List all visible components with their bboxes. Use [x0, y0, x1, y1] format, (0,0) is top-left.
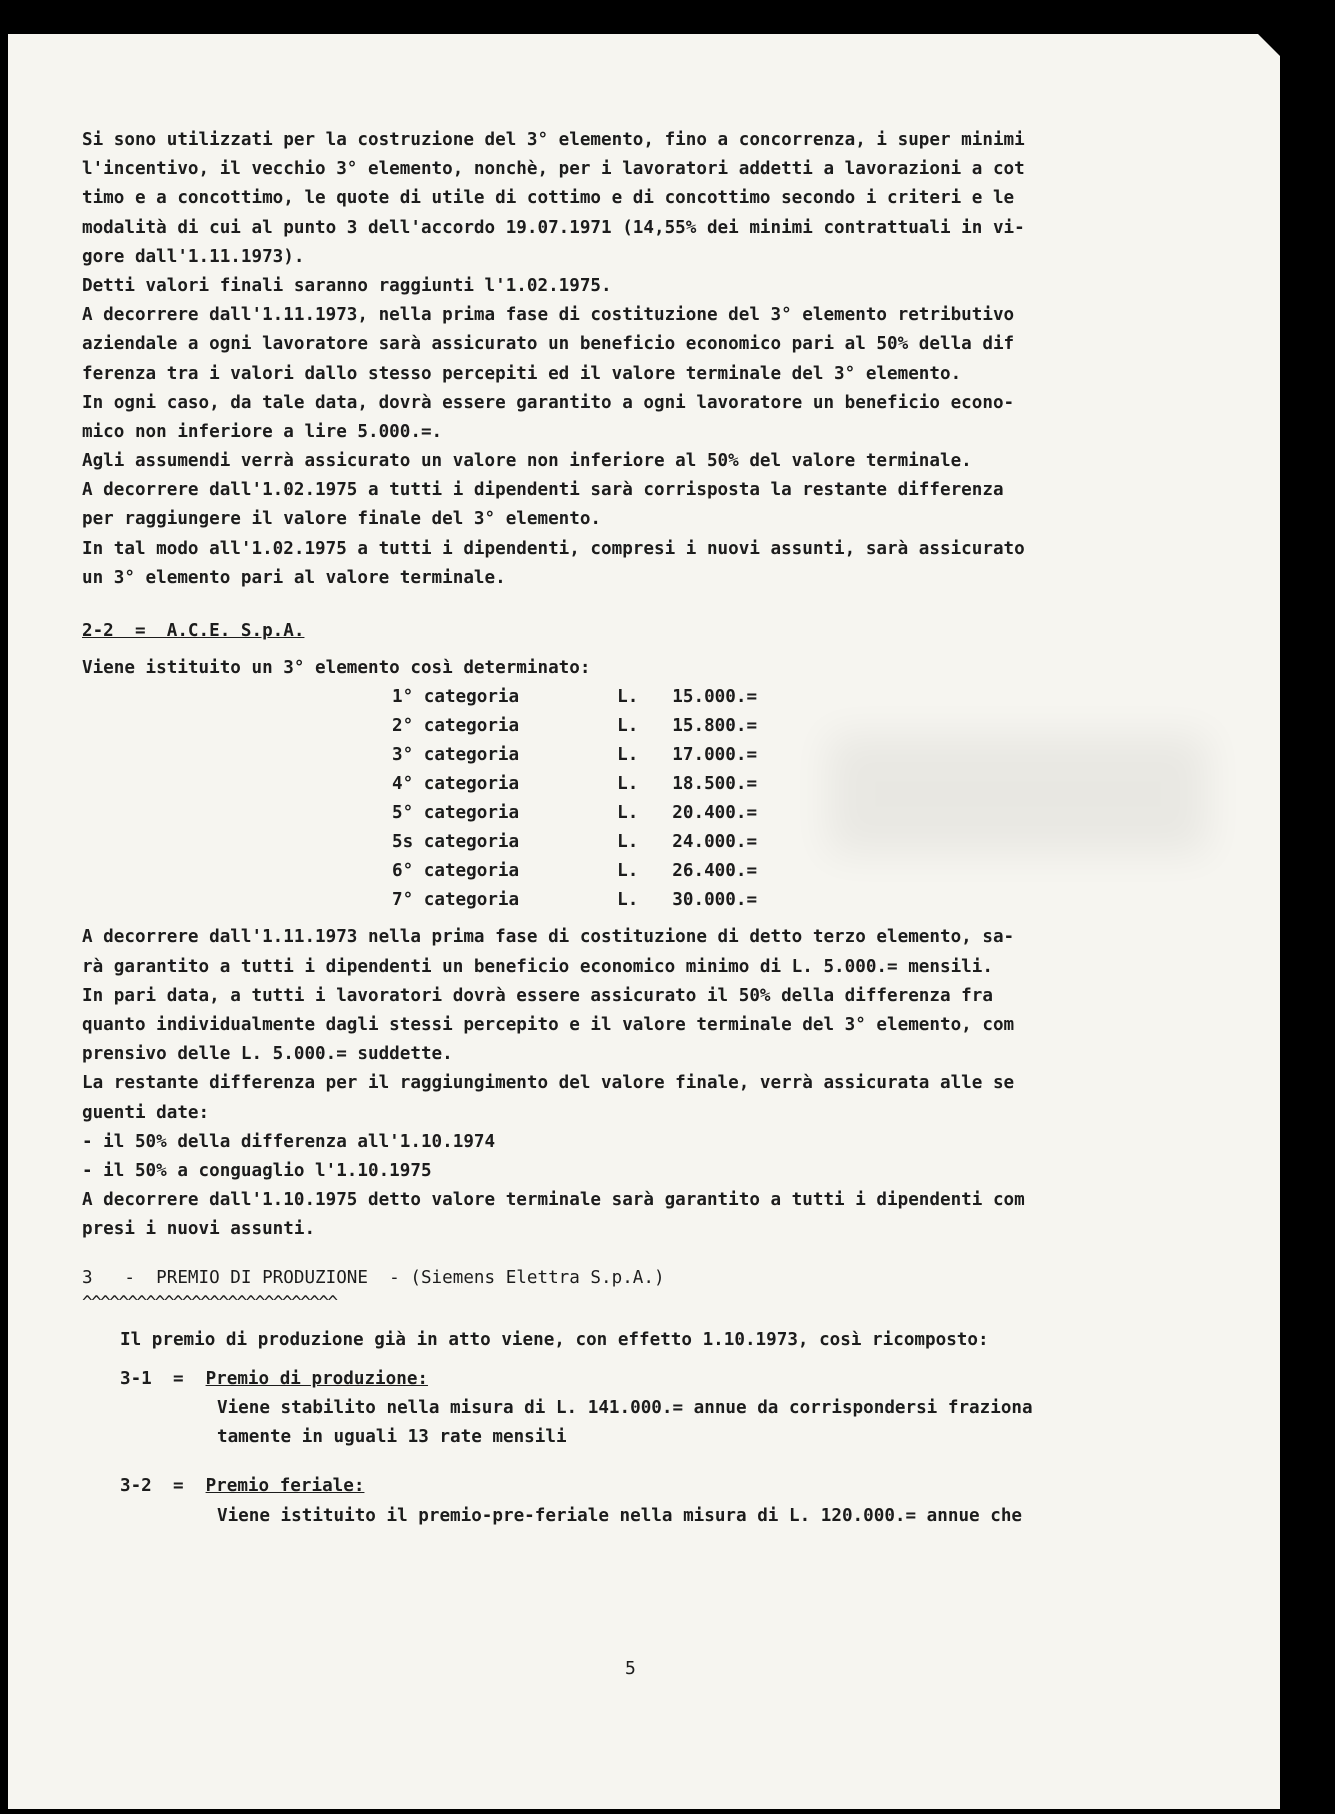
item-3-1: [82, 1365, 1212, 1453]
text-line: La restante differenza per il raggiungimento del valore finale, verrà assicurata alle se: [82, 1073, 1015, 1094]
text-line: Si sono utilizzati per la costruzione del 3° elemento, fino a concorrenza, i super minimi: [82, 130, 1025, 150]
amount: 18.500.=: [672, 774, 758, 795]
text-line: A decorrere dall'1.10.1975 detto valore terminale sarà garantito a tutti i dipendenti com: [82, 1190, 1025, 1211]
text-line: guenti date:: [82, 1102, 210, 1123]
category-row: [392, 799, 1212, 828]
text-line: prensivo delle L. 5.000.= suddette.: [82, 1044, 453, 1065]
item-label: 3-1 =: [120, 1368, 184, 1389]
text-line: In ogni caso, da tale data, dovrà essere garantito a ogni lavoratore un beneficio econo-: [82, 392, 1015, 413]
category-table: [392, 683, 1212, 915]
text-line: quanto individualmente dagli stessi percepito e il valore terminale del 3° elemento, com: [82, 1014, 1015, 1035]
category-name: 5s categoria: [392, 832, 520, 853]
category-name: 3° categoria: [392, 745, 520, 766]
list-item: - il 50% della differenza all'1.10.1974: [82, 1131, 496, 1152]
section-2-2: [82, 617, 1212, 1244]
amount: 15.800.=: [672, 716, 758, 737]
text-line: l'incentivo, il vecchio 3° elemento, nonchè, per i lavoratori addetti a lavorazioni a cot: [82, 159, 1025, 180]
text-line: Viene stabilito nella misura di L. 141.000.= annue da corrispondersi fraziona: [217, 1398, 1033, 1418]
text-line: presi i nuovi assunti.: [82, 1219, 316, 1240]
currency: L.: [617, 803, 639, 824]
text-line: un 3° elemento pari al valore terminale.: [82, 567, 506, 588]
text-line: ferenza tra i valori dallo stesso percepiti ed il valore terminale del 3° elemento.: [82, 363, 962, 384]
text-line: per raggiungere il valore finale del 3° elemento.: [82, 509, 602, 530]
text-line: Detti valori finali saranno raggiunti l'1.02.1975.: [82, 275, 612, 296]
text-line: mico non inferiore a lire 5.000.=.: [82, 421, 443, 442]
section-heading: 3 - PREMIO DI PRODUZIONE - (Siemens Elettra S.p.A.): [82, 1268, 665, 1289]
section-intro: Il premio di produzione già in atto viene, con effetto 1.10.1973, così ricomposto:: [120, 1329, 989, 1350]
category-name: 5° categoria: [392, 803, 520, 824]
category-row: [392, 741, 1212, 770]
category-row: [392, 683, 1212, 712]
text-line: rà garantito a tutti i dipendenti un beneficio economico minimo di L. 5.000.= mensili.: [82, 956, 993, 977]
heading-underline: ^^^^^^^^^^^^^^^^^^^^^^^^^^^^: [82, 1292, 337, 1313]
category-row: [392, 886, 1212, 915]
amount: 15.000.=: [672, 687, 758, 708]
amount: 30.000.=: [672, 890, 758, 911]
category-name: 4° categoria: [392, 774, 520, 795]
text-line: gore dall'1.11.1973).: [82, 246, 305, 267]
item-label: 3-2 =: [120, 1476, 184, 1497]
text-line: modalità di cui al punto 3 dell'accordo 19.07.1971 (14,55% dei minimi contrattuali in vi-: [82, 217, 1025, 238]
text-line: Agli assumendi verrà assicurato un valore non inferiore al 50% del valore terminale.: [82, 451, 972, 472]
text-line: tamente in uguali 13 rate mensili: [217, 1427, 567, 1448]
category-name: 2° categoria: [392, 716, 520, 737]
currency: L.: [617, 890, 639, 911]
text-line: Viene istituito il premio-pre-feriale nella misura di L. 120.000.= annue che: [217, 1505, 1023, 1526]
category-row: [392, 770, 1212, 799]
text-line: aziendale a ogni lavoratore sarà assicurato un beneficio economico pari al 50% della dif: [82, 334, 1015, 355]
text-line: A decorrere dall'1.02.1975 a tutti i dipendenti sarà corrisposta la restante differenza: [82, 480, 1004, 501]
currency: L.: [617, 774, 639, 795]
currency: L.: [617, 745, 639, 766]
category-row: [392, 828, 1212, 857]
currency: L.: [617, 861, 639, 882]
text-line: timo e a concottimo, le quote di utile di cottimo e di concottimo secondo i criteri e le: [82, 188, 1015, 209]
page-number: 5: [625, 1658, 636, 1679]
amount: 17.000.=: [672, 745, 758, 766]
amount: 24.000.=: [672, 832, 758, 853]
page-corner: [1258, 34, 1280, 56]
category-name: 7° categoria: [392, 890, 520, 911]
item-3-2: [82, 1472, 1212, 1530]
document-body: [82, 126, 1212, 1531]
amount: 20.400.=: [672, 803, 758, 824]
category-name: 6° categoria: [392, 861, 520, 882]
category-row: [392, 712, 1212, 741]
currency: L.: [617, 716, 639, 737]
section-intro: Viene istituito un 3° elemento così determinato:: [82, 658, 591, 679]
paragraph-top: [82, 126, 1212, 593]
currency: L.: [617, 687, 639, 708]
text-line: A decorrere dall'1.11.1973, nella prima fase di costituzione del 3° elemento retributivo: [82, 305, 1015, 326]
currency: L.: [617, 832, 639, 853]
amount: 26.400.=: [672, 861, 758, 882]
text-line: A decorrere dall'1.11.1973 nella prima fase di costituzione di detto terzo elemento, sa-: [82, 927, 1015, 948]
text-line: In tal modo all'1.02.1975 a tutti i dipendenti, compresi i nuovi assunti, sarà assicurato: [82, 538, 1025, 559]
category-row: [392, 857, 1212, 886]
category-name: 1° categoria: [392, 687, 520, 708]
item-title: Premio di produzione:: [205, 1368, 429, 1389]
section-heading: 2-2 = A.C.E. S.p.A.: [82, 621, 305, 641]
section-3: [82, 1264, 1212, 1530]
text-line: In pari data, a tutti i lavoratori dovrà essere assicurato il 50% della differenza fra: [82, 985, 993, 1006]
item-title: Premio feriale:: [205, 1476, 365, 1497]
list-item: - il 50% a conguaglio l'1.10.1975: [82, 1160, 432, 1181]
